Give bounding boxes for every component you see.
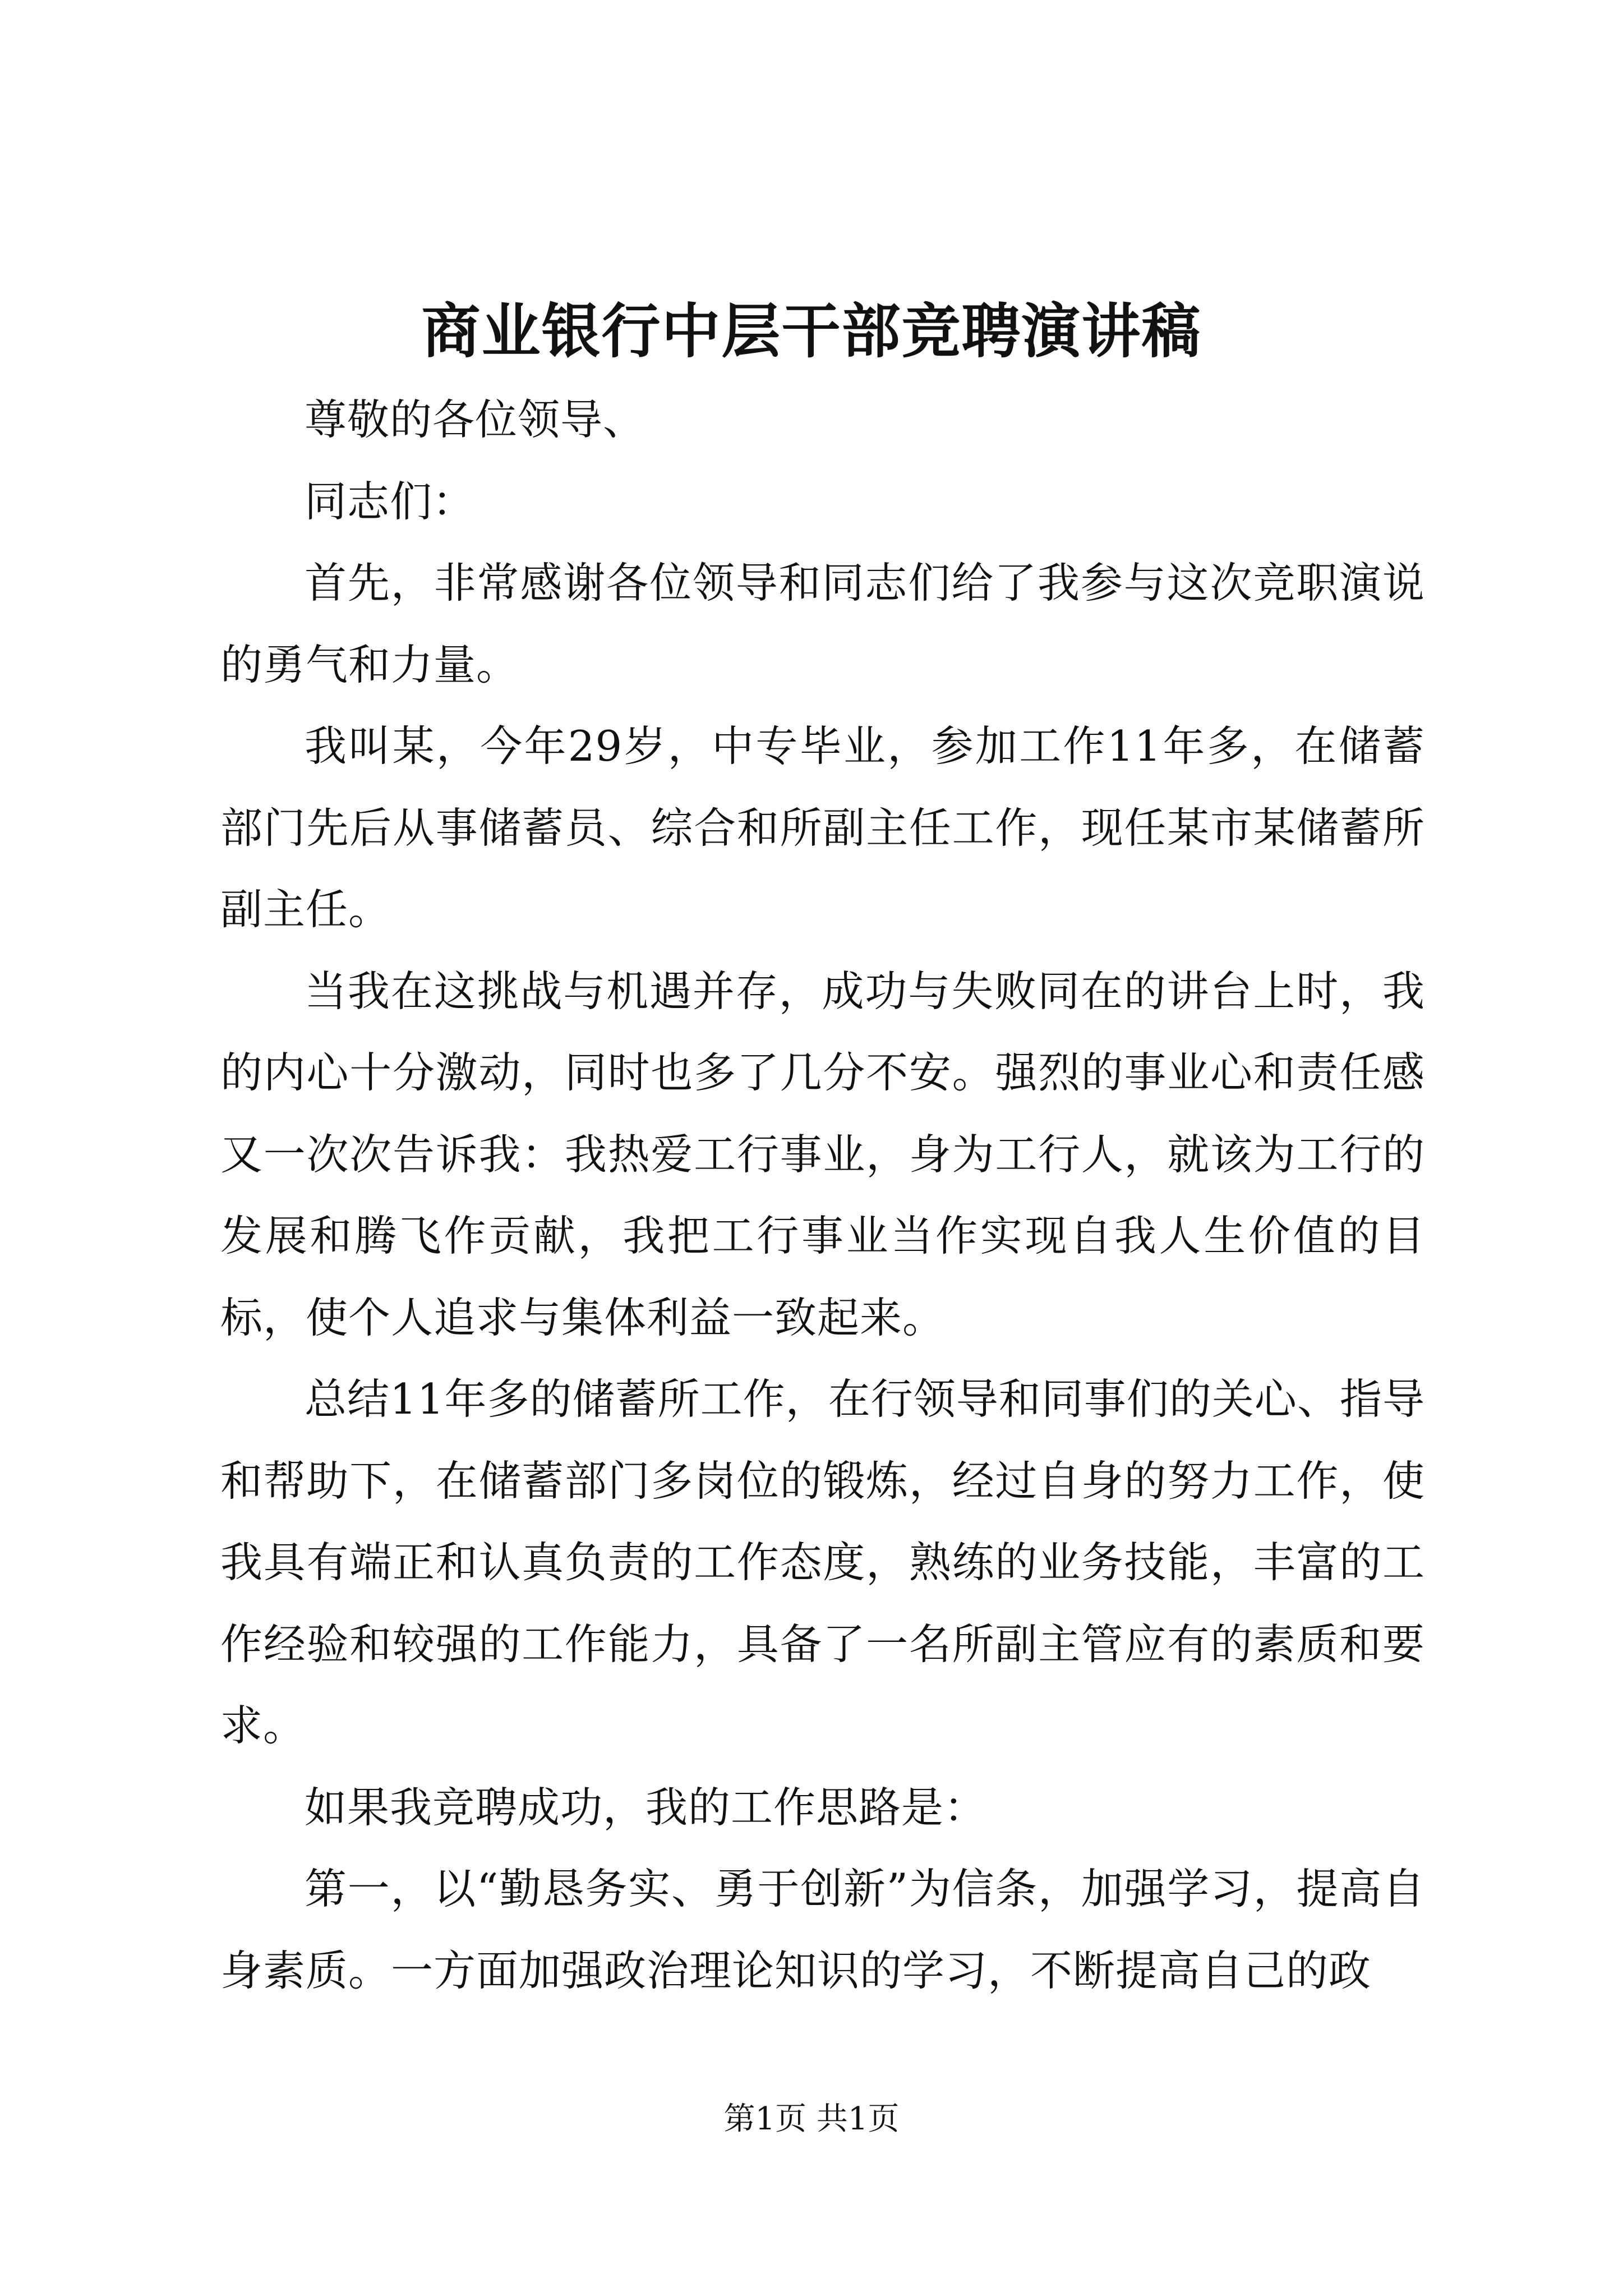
paragraph-summary: 总结11年多的储蓄所工作，在行领导和同事们的关心、指导和帮助下，在储蓄部门多岗位的锻炼，经过自身的努力工作，使我具有端正和认真负责的工作态度，熟练的业务技能，丰富的工作经验和较强的工作能力，具备了一名所副主管应有的素质和要求。 bbox=[220, 1374, 1425, 1750]
document-title: 商业银行中层干部竞聘演讲稿 bbox=[421, 296, 1202, 366]
document-body bbox=[220, 379, 1425, 2012]
paragraph-salutation-2: 同志们： bbox=[305, 476, 476, 526]
paragraph-thanks: 首先，非常感谢各位领导和同志们给了我参与这次竞职演说的勇气和力量。 bbox=[220, 558, 1425, 689]
page-footer: 第1页 共1页 bbox=[723, 2101, 900, 2137]
paragraph-work-plan-intro: 如果我竞聘成功，我的工作思路是： bbox=[305, 1782, 987, 1832]
paragraph-salutation: 尊敬的各位领导、 bbox=[305, 395, 646, 444]
paragraph-feelings: 当我在这挑战与机遇并存，成功与失败同在的讲台上时，我的内心十分激动，同时也多了几分不安。强烈的事业心和责任感又一次次告诉我：我热爱工行事业，身为工行人，就该为工行的发展和腾飞作贡献，我把工行事业当作实现自我人生价值的目标，使个人追求与集体利益一致起来。 bbox=[220, 966, 1425, 1342]
paragraph-work-plan-first: 第一，以“勤恳务实、勇于创新”为信条，加强学习，提高自身素质。一方面加强政治理论知识的学习，不断提高自己的政 bbox=[220, 1864, 1425, 1995]
paragraph-introduction: 我叫某，今年29岁，中专毕业，参加工作11年多，在储蓄部门先后从事储蓄员、综合和所副主任工作，现任某市某储蓄所副主任。 bbox=[220, 721, 1425, 934]
